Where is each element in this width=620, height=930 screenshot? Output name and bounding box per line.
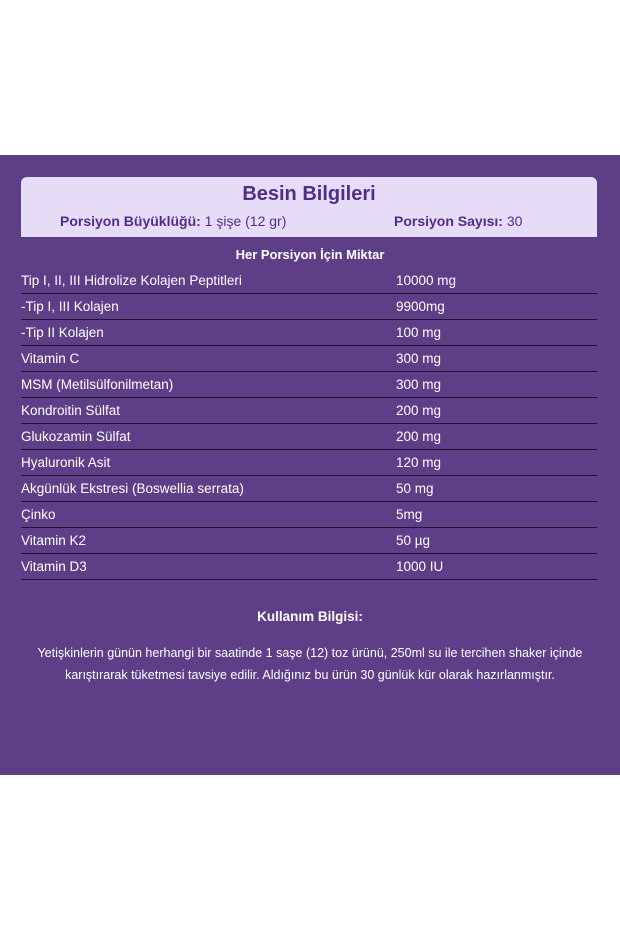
nutrient-table [21,268,597,580]
nutrient-amount: 300 mg [396,351,442,366]
nutrient-name: Kondroitin Sülfat [21,403,121,418]
usage-title: Kullanım Bilgisi: [257,609,363,624]
nutrient-name: Çinko [21,507,56,522]
nutrient-name: MSM (Metilsülfonilmetan) [21,377,174,392]
nutrient-name: -Tip II Kolajen [21,325,104,340]
nutrient-name: Hyaluronik Asit [21,455,111,470]
serving-count-label: Porsiyon Sayısı: [394,213,503,229]
table-row [21,554,597,580]
table-row [21,294,597,320]
nutrient-amount: 50 µg [396,533,431,548]
table-row [21,502,597,528]
nutrient-amount: 120 mg [396,455,442,470]
table-row [21,346,597,372]
nutrition-title: Besin Bilgileri [242,183,376,205]
table-row [21,320,597,346]
nutrient-amount: 100 mg [396,325,442,340]
nutrient-amount: 9900mg [396,299,445,314]
nutrient-amount: 1000 IU [396,559,444,574]
nutrient-name: Vitamin D3 [21,559,87,574]
nutrient-name: Vitamin C [21,351,80,366]
nutrition-panel [0,155,620,775]
nutrient-name: Vitamin K2 [21,533,87,548]
table-row [21,268,597,294]
table-row [21,398,597,424]
nutrient-amount: 200 mg [396,403,442,418]
serving-size-label: Porsiyon Büyüklüğü: [60,213,201,229]
nutrient-amount: 300 mg [396,377,442,392]
nutrient-name: Glukozamin Sülfat [21,429,131,444]
table-row [21,424,597,450]
nutrient-amount: 5mg [396,507,423,522]
serving-size-value: 1 şişe (12 gr) [200,213,287,229]
nutrient-amount: 200 mg [396,429,442,444]
nutrient-name: Akgünlük Ekstresi (Boswellia serrata) [21,481,244,496]
nutrient-amount: 10000 mg [396,273,457,288]
nutrition-header [21,177,597,237]
serving-count-value: 30 [502,213,523,229]
table-row [21,450,597,476]
per-serving-heading: Her Porsiyon İçin Miktar [235,247,385,262]
nutrient-amount: 50 mg [396,481,434,496]
serving-count [394,213,522,229]
usage-text: Yetişkinlerin günün herhangi bir saatinde 1 saşe (12) toz ürünü, 250ml su ile tercihen shaker içinde karıştırarak tüketmesi tavsiye edilir. Aldığınız bu ürün 30 günlük kür olarak hazırlanmıştır. [37,646,583,682]
nutrient-name: Tip I, II, III Hidrolize Kolajen Peptitleri [21,273,242,288]
nutrient-name: -Tip I, III Kolajen [21,299,119,314]
table-row [21,476,597,502]
serving-size [60,213,286,229]
table-row [21,372,597,398]
table-row [21,528,597,554]
